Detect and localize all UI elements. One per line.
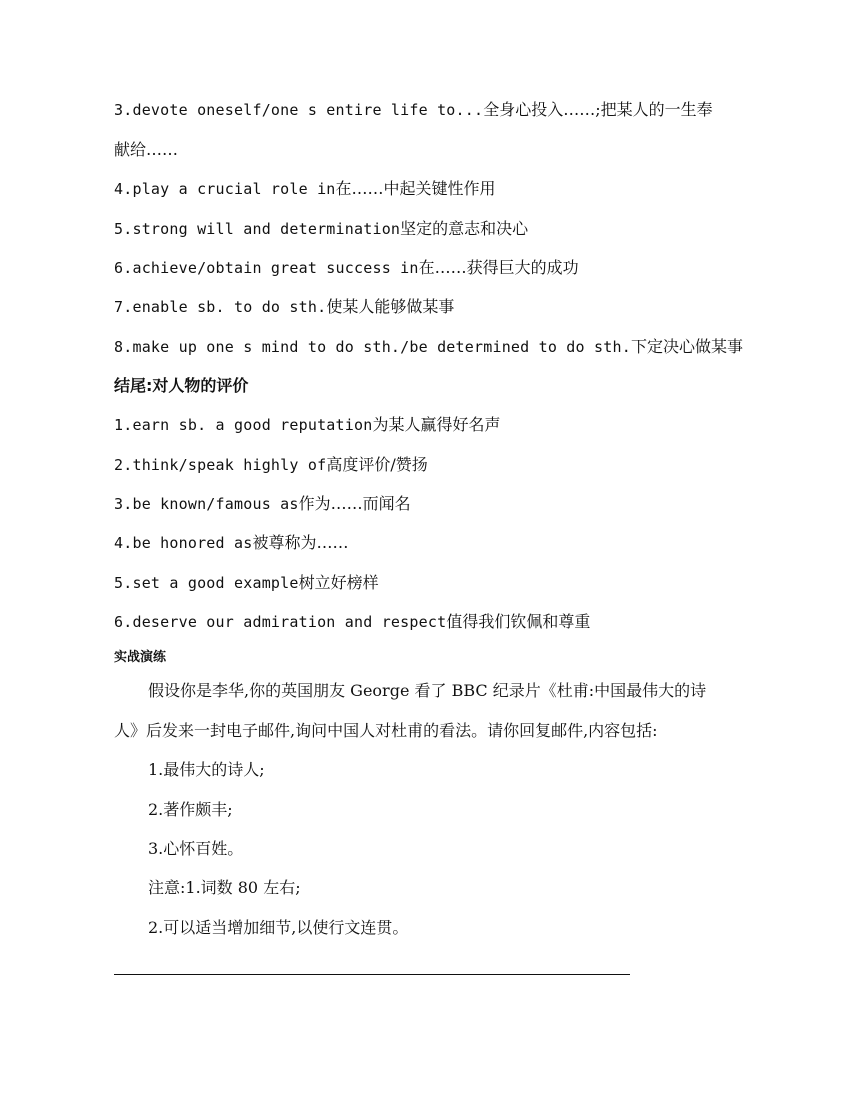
- phrase-english: 6.deserve our admiration and respect: [114, 613, 447, 631]
- phrase-chinese: 在……获得巨大的成功: [418, 258, 579, 277]
- phrase-line: [114, 454, 760, 476]
- phrase-line: [114, 532, 760, 554]
- practice-prompt-line-1: 假设你是李华,你的英国朋友 George 看了 BBC 纪录片《杜甫:中国最伟大的诗: [148, 681, 707, 700]
- phrase-line: [114, 139, 760, 161]
- phrase-english: 7.enable sb. to do sth.: [114, 298, 327, 316]
- phrase-english: 3.be known/famous as: [114, 495, 299, 513]
- practice-note: 注意:1.词数 80 左右;: [148, 878, 301, 897]
- phrase-chinese: 树立好榜样: [298, 573, 379, 592]
- phrase-line: [114, 99, 760, 121]
- phrase-line: [114, 336, 760, 358]
- phrase-chinese: 全身心投入……;把某人的一生奉: [483, 100, 713, 119]
- phrase-chinese: 下定决心做某事: [630, 337, 743, 356]
- phrase-chinese: 献给……: [114, 140, 179, 159]
- phrase-english: 4.play a crucial role in: [114, 180, 336, 198]
- phrase-line: [114, 611, 760, 633]
- phrase-chinese: 值得我们钦佩和尊重: [446, 612, 591, 631]
- practice-note: 2.可以适当增加细节,以使行文连贯。: [148, 918, 409, 937]
- phrase-english: 2.think/speak highly of: [114, 456, 327, 474]
- section-heading: 结尾:对人物的评价: [114, 376, 249, 395]
- phrase-line: [114, 218, 760, 240]
- phrase-english: 1.earn sb. a good reputation: [114, 416, 373, 434]
- phrase-english: 5.strong will and determination: [114, 220, 401, 238]
- phrase-line: [114, 257, 760, 279]
- phrase-chinese: 高度评价/赞扬: [326, 455, 428, 474]
- answer-line: [114, 974, 630, 975]
- phrase-english: 4.be honored as: [114, 534, 253, 552]
- phrase-line: [114, 493, 760, 515]
- practice-point: 1.最伟大的诗人;: [148, 760, 265, 779]
- phrase-line: [114, 178, 760, 200]
- phrase-chinese: 作为……而闻名: [298, 494, 411, 513]
- phrase-chinese: 坚定的意志和决心: [400, 219, 529, 238]
- phrase-english: 6.achieve/obtain great success in: [114, 259, 419, 277]
- phrase-chinese: 在……中起关键性作用: [335, 179, 496, 198]
- practice-point: 2.著作颇丰;: [148, 800, 233, 819]
- phrase-english: 5.set a good example: [114, 574, 299, 592]
- phrase-english: 8.make up one s mind to do sth./be determined to do sth.: [114, 338, 631, 356]
- phrase-chinese: 为某人赢得好名声: [372, 415, 501, 434]
- phrase-line: [114, 414, 760, 436]
- practice-prompt-line-2: 人》后发来一封电子邮件,询问中国人对杜甫的看法。请你回复邮件,内容包括:: [114, 721, 658, 740]
- practice-title: 实战演练: [114, 650, 167, 665]
- phrase-line: [114, 572, 760, 594]
- phrase-chinese: 被尊称为……: [252, 533, 349, 552]
- practice-point: 3.心怀百姓。: [148, 839, 244, 858]
- phrase-chinese: 使某人能够做某事: [326, 297, 455, 316]
- phrase-line: [114, 296, 760, 318]
- phrase-english: 3.devote oneself/one s entire life to...: [114, 101, 484, 119]
